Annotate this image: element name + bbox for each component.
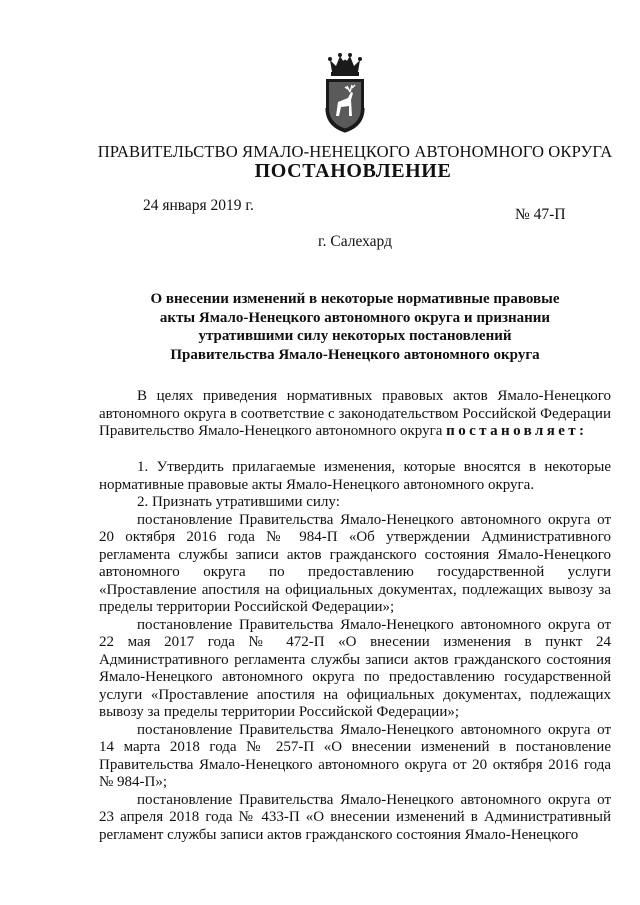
preamble-block xyxy=(99,388,611,441)
document-date: 24 января 2019 г. xyxy=(143,197,254,214)
yamal-nenets-coat-of-arms-icon xyxy=(322,52,368,134)
repealed-act-2: постановление Правительства Ямало-Ненецкого автономного округа от 22 мая 2017 года № 472-П «О внесении изменения в пункт 24 Административного регламента службы записи актов гражданского состояния Ямало-Ненецкого автономного округа по предоставлению государственной услуги «Проставление апостиля на официальных документах, подлежащих вывозу за пределы территории Российской Федерации»; xyxy=(99,616,611,720)
government-name: ПРАВИТЕЛЬСТВО ЯМАЛО-НЕНЕЦКОГО АВТОНОМНОГО ОКРУГА xyxy=(97,142,613,161)
preamble-paragraph xyxy=(99,388,611,441)
heading-line-1: О внесении изменений в некоторые нормативные правовые xyxy=(150,291,560,307)
decree-items xyxy=(99,459,611,844)
item-1: 1. Утвердить прилагаемые изменения, которые вносятся в некоторые нормативные правовые акты Ямало-Ненецкого автономного округа. xyxy=(99,459,611,493)
preamble-text: В целях приведения нормативных правовых актов Ямало-Ненецкого автономного округа в соответствие с законодательством Российской Федерации Правительство Ямало-Ненецкого автономного округа xyxy=(99,388,611,439)
item-2: 2. Признать утратившими силу: xyxy=(137,494,340,510)
document-heading xyxy=(130,290,580,364)
document-city: г. Салехард xyxy=(318,233,392,250)
repealed-act-1: постановление Правительства Ямало-Ненецкого автономного округа от 20 октября 2016 года № 984-П «Об утверждении Административного регламента службы записи актов гражданского состояния Ямало-Ненецкого автономного округа по предоставлению государственной услуги «Проставление апостиля на официальных документах, подлежащих вывозу за пределы территории Российской Федерации»; xyxy=(99,511,611,615)
repealed-act-3: постановление Правительства Ямало-Ненецкого автономного округа от 14 марта 2018 года № 257-П «О внесении изменений в постановление Правительства Ямало-Ненецкого автономного округа от 20 октября 2016 года № 984-П»; xyxy=(99,721,611,790)
heading-line-4: Правительства Ямало-Ненецкого автономного округа xyxy=(170,346,540,363)
repealed-act-4: постановление Правительства Ямало-Ненецкого автономного округа от 23 апреля 2018 года № 433-П «О внесении изменений в Административный регламент службы записи актов гражданского состояния Ямало-Ненецкого xyxy=(99,791,611,843)
decree-word: постановляет: xyxy=(446,423,588,439)
heading-line-2: акты Ямало-Ненецкого автономного округа и признании xyxy=(159,309,551,326)
document-number: № 47-П xyxy=(515,206,566,223)
document-type: ПОСТАНОВЛЕНИЕ xyxy=(254,160,452,182)
heading-line-3: утратившими силу некоторых постановлений xyxy=(198,328,512,345)
